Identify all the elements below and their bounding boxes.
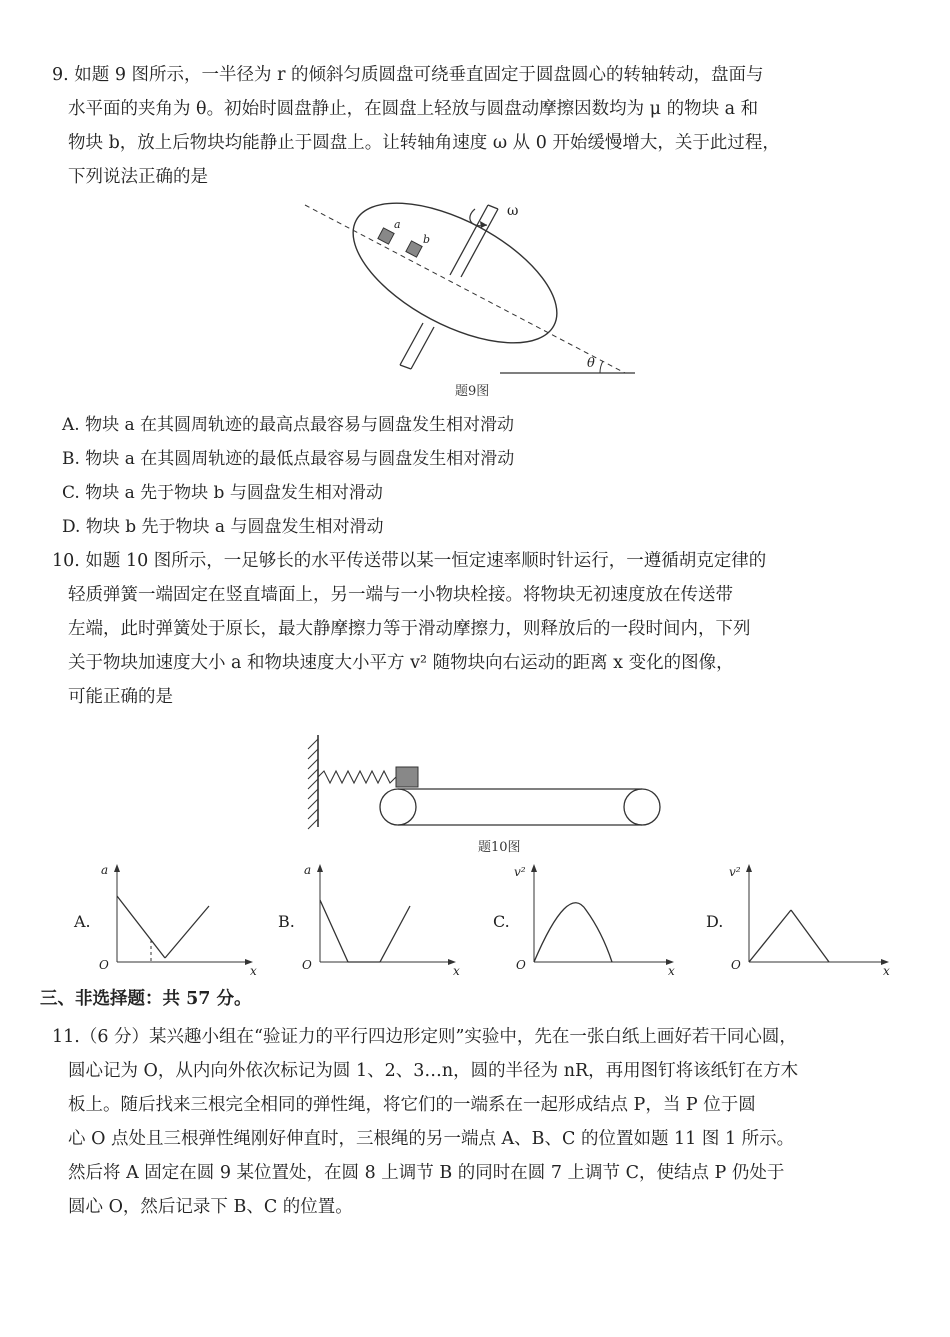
q9-option-d: D. 物块 b 先于物块 a 与圆盘发生相对滑动: [62, 517, 384, 537]
y-axis-arrow: [746, 864, 752, 872]
y-axis-label: a: [304, 863, 312, 877]
q9-line: 下列说法正确的是: [68, 167, 208, 187]
q9-option-c: C. 物块 a 先于物块 b 与圆盘发生相对滑动: [62, 483, 383, 503]
y-axis-label: v²: [514, 865, 526, 879]
q10-line: 可能正确的是: [68, 687, 173, 707]
y-axis-label: a: [101, 863, 109, 877]
question-11-text: [52, 1020, 902, 1224]
omega-label: ω: [507, 203, 519, 219]
axle-upper: [450, 205, 498, 277]
spring: [318, 771, 396, 783]
angle-arc: [600, 361, 603, 373]
belt-left-roller: [380, 789, 416, 825]
x-axis-label: x: [250, 964, 257, 978]
graph-b: [298, 862, 460, 978]
q11-line: 11.（6 分）某兴趣小组在“验证力的平行四边形定则”实验中，先在一张白纸上画好若干同心圆，: [52, 1027, 797, 1047]
origin-label: O: [516, 958, 526, 972]
q11-line: 圆心记为 O，从内向外依次标记为圆 1、2、3…n，圆的半径为 nR，再用图钉将该纸钉在方木: [68, 1061, 799, 1081]
q9-line: 9. 如题 9 图所示，一半径为 r 的倾斜匀质圆盘可绕垂直固定于圆盘圆心的转轴转动，盘面与: [52, 65, 764, 85]
q10-line: 左端，此时弹簧处于原长，最大静摩擦力等于滑动摩擦力，则释放后的一段时间内，下列: [68, 619, 751, 639]
y-axis-arrow: [531, 864, 537, 872]
curve-ascending: [380, 906, 410, 962]
x-axis-label: x: [668, 964, 675, 978]
figure-9: [305, 195, 665, 385]
x-axis-label: x: [883, 964, 890, 978]
graph-c: [512, 862, 677, 978]
curve-falling: [791, 910, 829, 962]
curve-arch: [534, 903, 612, 962]
origin-label: O: [99, 958, 109, 972]
graph-a-label: A.: [74, 912, 91, 931]
q10-line: 关于物块加速度大小 a 和物块速度大小平方 v² 随物块向右运动的距离 x 变化的图像，: [68, 653, 734, 673]
y-axis-label: v²: [729, 865, 741, 879]
block-b: [406, 241, 422, 257]
curve-descending: [320, 900, 348, 962]
graph-a: [95, 862, 257, 978]
curve-ascending: [165, 906, 209, 958]
question-9-text: [52, 58, 902, 194]
theta-label: θ: [587, 356, 595, 371]
x-axis-label: x: [453, 964, 460, 978]
q9-option-b: B. 物块 a 在其圆周轨迹的最低点最容易与圆盘发生相对滑动: [62, 449, 515, 469]
block-b-label: b: [423, 233, 431, 246]
q11-line: 心 O 点处且三根弹性绳刚好伸直时，三根绳的另一端点 A、B、C 的位置如题 11 图 1 所示。: [68, 1129, 795, 1149]
block-a-label: a: [394, 218, 401, 231]
curve-rising: [749, 910, 791, 962]
q9-option-a: A. 物块 a 在其圆周轨迹的最高点最容易与圆盘发生相对滑动: [62, 415, 515, 435]
q9-line: 物块 b，放上后物块均能静止于圆盘上。让转轴角速度 ω 从 0 开始缓慢增大，关于此过程，: [68, 133, 780, 153]
curve-descending: [117, 896, 165, 958]
section-3-header: 三、非选择题：共 57 分。: [40, 989, 252, 1009]
origin-label: O: [731, 958, 741, 972]
q11-line: 然后将 A 固定在圆 9 某位置处，在圆 8 上调节 B 的同时在圆 7 上调节 C，使结点 P 仍处于: [68, 1163, 785, 1183]
tilted-disk: [332, 175, 579, 372]
wall-hatching: [308, 739, 318, 829]
graph-d-label: D.: [706, 912, 724, 931]
graph-c-label: C.: [493, 912, 510, 931]
figure-9-caption: 题9图: [455, 384, 490, 399]
question-10-text: [52, 544, 902, 714]
q9-line: 水平面的夹角为 θ。初始时圆盘静止，在圆盘上轻放与圆盘动摩擦因数均为 μ 的物块 a 和: [68, 99, 759, 119]
block-a: [378, 228, 394, 244]
figure-10-caption: 题10图: [478, 840, 521, 855]
q11-line: 圆心 O，然后记录下 B、C 的位置。: [68, 1197, 353, 1217]
y-axis-arrow: [317, 864, 323, 872]
graph-d: [727, 862, 892, 978]
q10-line: 10. 如题 10 图所示，一足够长的水平传送带以某一恒定速率顺时针运行，一遵循胡克定律的: [52, 551, 767, 571]
figure-10: [300, 735, 680, 835]
y-axis-arrow: [114, 864, 120, 872]
rotation-arrowhead: [480, 221, 487, 228]
block: [396, 767, 418, 787]
axle-lower: [400, 323, 434, 369]
belt-right-roller: [624, 789, 660, 825]
graph-b-label: B.: [278, 912, 295, 931]
q11-line: 板上。随后找来三根完全相同的弹性绳，将它们的一端系在一起形成结点 P，当 P 位于圆: [68, 1095, 756, 1115]
q10-line: 轻质弹簧一端固定在竖直墙面上，另一端与一小物块栓接。将物块无初速度放在传送带: [68, 585, 733, 605]
origin-label: O: [302, 958, 312, 972]
